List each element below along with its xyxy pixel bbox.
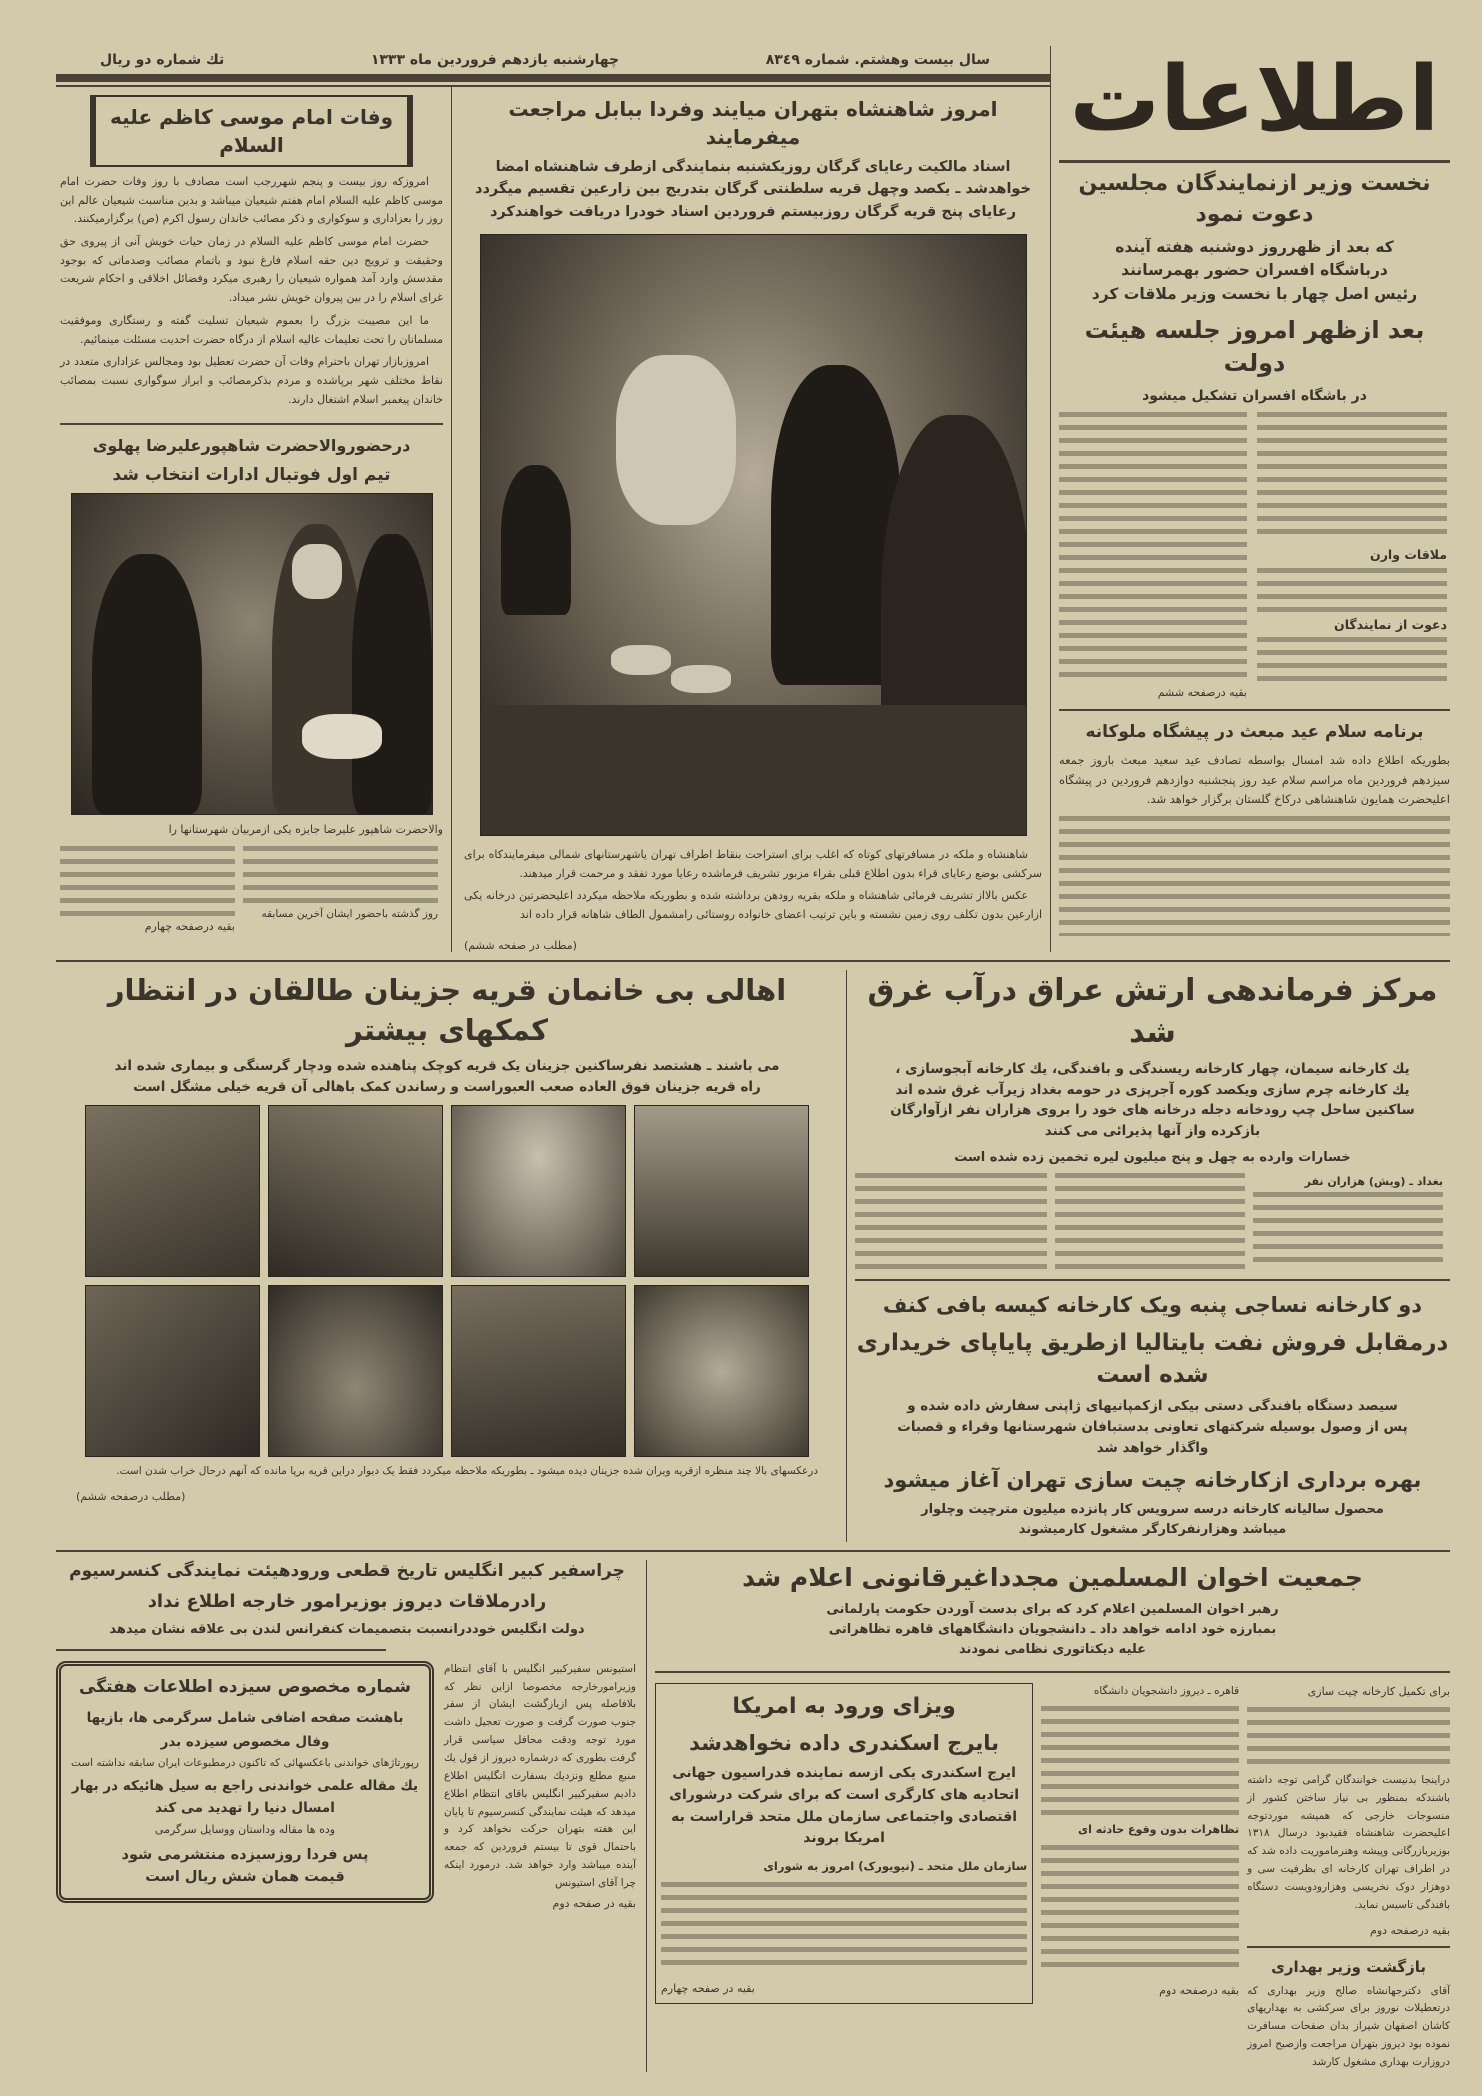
britain-column <box>56 1560 646 2072</box>
pm-continued: بقیه درصفحه ششم <box>1157 686 1247 700</box>
visa-subheads <box>661 1764 1027 1850</box>
pm-body-text <box>1257 637 1447 681</box>
pm-sub: که بعد از ظهرروز دوشنبه هفته آینده <box>1115 237 1394 256</box>
textile-sub: سیصد دستگاه بافندگی دستی بیکی ازکمپانیهای ژاپنی سفارش داده شده و <box>907 1398 1398 1415</box>
row-middle <box>56 960 1450 1542</box>
photo-shahpour-alireza <box>71 493 433 815</box>
right-column <box>1050 46 1450 952</box>
iraq-dateline: بغداد ـ (ویش) هزاران نفر <box>1304 1175 1443 1189</box>
taleghan-column <box>56 970 846 1542</box>
weekly-ad-line: پس فردا روزسیزده منتشرمی شود <box>121 1846 369 1863</box>
iraq-sub: بازكرده واز آنها پذیرائی می كنند <box>1044 1123 1261 1140</box>
football-col-text: روز گذشته باحضور ایشان آخرین مسابقه <box>261 908 438 921</box>
britain-sub: دولت انگلیس خوددرانسبت بتصمیمات کنفرانس لندن بی علاقه نشان میدهد <box>109 1621 585 1637</box>
left-column <box>56 87 451 952</box>
textile-headline: دو کارخانه نساجی پنبه ویک کارخانه کیسه بافی کنف <box>882 1293 1423 1318</box>
shah-subheads <box>464 157 1042 224</box>
taleghan-subheads <box>56 1057 838 1099</box>
issue-label: سال بيست وهشتم. شماره ٨٣٤٩ <box>765 52 990 68</box>
taleghan-sub: می باشند ـ هشتصد نفرساکنین جزینان یک قریه کوچک پناهنده شده ودچار گرسنگی و بیماری شده اند <box>114 1057 780 1074</box>
textile-sub: پس از وصول بوسیله شرکتهای تعاونی بدستبافان شهرستانها وقراء و قصبات <box>897 1419 1408 1436</box>
pm-col-right <box>1257 412 1447 699</box>
health-body: آقای دکترجهانشاه صالح وزیر بهداری که درتعطیلات نوروز برای سرکشی به بهداریهای کاشان اصفهان شیراز بدان صفحات مسافرت نموده بود دیروز بتهران مراجعت وازصبح امروز دروزارت بهداری مشغول کارشد <box>1247 1984 1451 2068</box>
chit-headline: بهره برداری ازکارخانه چیت سازی تهران آغاز میشود <box>883 1467 1422 1492</box>
taleghan-headline: اهالی بی خانمان قریه جزینان طالقان در انتظار کمکهای بیشتر <box>107 972 787 1048</box>
cairo-section: تظاهرات بدون وقوع حادثه ای <box>1078 1823 1240 1836</box>
left-middle-columns <box>56 87 1050 952</box>
price-label: تك شماره دو ريال <box>100 52 225 68</box>
football-body-text <box>243 846 438 906</box>
pm-body-columns <box>1059 412 1450 699</box>
weekly-ad-box <box>56 1661 434 1904</box>
football-body-text <box>60 846 235 916</box>
britain-headline: چراسفیر کبیر انگلیس تاریخ قطعی ورودهیئت نمایندگی کنسرسیوم <box>69 1560 625 1581</box>
salam-body-text <box>1059 816 1450 936</box>
pm-body-text <box>1257 568 1447 612</box>
shah-sub: خواهدشد ـ یکصد وچهل قریه سلطنتی گرگان بتدریج بین زارعین تقسیم میگردد <box>475 181 1031 198</box>
visa-body-text <box>661 1882 1027 1972</box>
chit-body: دراینجا بدنیست خوانندگان گرامی توجه داشته باشندکه بمنظور بی نیاز ساختن کشور از منسوجات خارجی که همیشه موردتوجه اعلیحضرت شاهنشاه فقیدبود درسال ١٣١٨ بوزیربازرگانی وپیشه وهنرماموریت داده شد که در اطراف تهران کارخانه ای بظرفیت سی و دوهزار دوک نخریسی وهزارودویست دستگاه بافندگی تاسیس نماید. <box>1247 1773 1451 1911</box>
shah-caption-para: شاهنشاه و ملکه در مسافرتهای کوتاه که اغلب برای استراحت بنقاط اطراف تهران یاشهرستانهای شمالی میفرمایندکاه برای سرکشی بوضع رعایای قراء بدون اطلاع قبلی بقراء مزبور تشریف فرماشده رعایا مورد تفقد و مرحمت قرار میدهند. <box>464 847 1042 880</box>
photo-ruined-house <box>85 1105 260 1277</box>
kazem-body <box>60 173 443 413</box>
pm-headline: نخست وزیر ازنمایندگان مجلسین دعوت نمود <box>1078 171 1431 227</box>
weekly-ad-lines <box>67 1708 423 1889</box>
taleghan-caption: درعکسهای بالا چند منظره ازقریه ویران شده جزینان دیده میشود ـ بطوریکه ملاحظه میکردد فقط یک دیوار دراین قریه برپا مانده که آنهم درحال خراب شدن است. <box>116 1464 818 1477</box>
pm-sub: رئیس اصل چهار با نخست وزیر ملاقات کرد <box>1091 284 1418 303</box>
textile-headline2: درمقابل فروش نفت بایتالیا ازطریق پایاپای خریداری شده است <box>856 1329 1449 1388</box>
iraq-body-text <box>1055 1173 1245 1269</box>
story-rule <box>1247 1946 1450 1948</box>
chit-body-text <box>1247 1707 1450 1767</box>
top-bar <box>56 46 1050 74</box>
chit-sub: محصول سالیانه کارخانه درسه سرویس کار پانزده میلیون مترچیت وچلوار <box>921 1502 1384 1518</box>
iraq-sub2: خسارات وارده به چهل و پنج میلیون لیره تخمین زده شده است <box>954 1150 1351 1166</box>
iraq-sub: یك كارخانه سیمان، چهار كارخانه ریسندگی و بافندگی، یك كارخانه آبجوسازی ، <box>895 1060 1410 1077</box>
masthead-logo: اطلاعات <box>1069 47 1440 152</box>
story-rule <box>56 1649 386 1651</box>
ikhwan-lower <box>655 1683 1450 2072</box>
taleghan-photo-grid <box>56 1105 838 1457</box>
visa-sub: اقتصادی واجتماعی سازمان ملل متحد قراراست به <box>671 1808 1018 1825</box>
salam-lead: بطوریکه اطلاع داده شد امسال بواسطه تصادف عید سعید مبعث باروز جمعه سیزدهم فروردین ماه مراسم سلام عید روز پنجشنبه دوازدهم فروردین در پیشگاه اعلیحضرت همایون شاهنشاهی درکاخ گلستان برگزار خواهد شد. <box>1059 753 1450 807</box>
taleghan-sub: راه قریه جزینان فوق العاده صعب العبوراست و رساندن کمک باهالی آن قریه خیلی مشگل است <box>133 1078 761 1095</box>
photo-relief-truck <box>634 1105 809 1277</box>
photo-rubble <box>85 1285 260 1457</box>
visa-dateline: سازمان ملل متحد ـ (نیویورک) امروز به شورای <box>763 1858 1028 1873</box>
row-bottom <box>56 1550 1450 2072</box>
kazem-paragraph: امروزکه روز بیست و پنجم شهررجب است مصادف با روز وفات حضرت امام موسی کاظم علیه السلام امام هفتم شیعیان میباشد و بدین مناسبت شیعیان عالم این روز را بعزاداری و سوکواری و ذکر مصائب خاندان رسول اکرم (ص) برگزارمیکنند. <box>60 175 443 226</box>
pm-subheads <box>1059 237 1450 308</box>
visa-headline: ویزای ورود به امریکا <box>732 1694 956 1720</box>
photo-shah-queen-village <box>480 234 1027 836</box>
middle-column <box>451 87 1050 952</box>
story-rule <box>60 423 443 425</box>
football-columns <box>60 846 443 933</box>
ikhwan-sub: رهبر اخوان المسلمین اعلام کرد که برای بدست آوردن حکومت پارلمانی <box>826 1601 1279 1617</box>
pm-body-text <box>1059 412 1247 682</box>
weekly-ad-line: رپورتاژهای خواندنی باعکسهائی که تاکنون درمطبوعات ایران سابقه نداشته است <box>71 1757 419 1770</box>
cairo-continued: بقیه درصفحه دوم <box>1159 1983 1240 1997</box>
iraq-body-text <box>1253 1192 1443 1268</box>
shah-headline: امروز شاهنشاه بتهران میایند وفردا ببابل مراجعت میفرمایند <box>508 97 998 149</box>
story-rule <box>1059 709 1450 711</box>
football-col-right <box>243 846 438 933</box>
ikhwan-sub: بمبارزه خود ادامه خواهد داد ـ دانشجویان دانشگاههای قاهره تظاهراتی <box>828 1621 1277 1637</box>
cairo-column <box>1041 1683 1239 1997</box>
visa-sub: ایرج اسکندری یکی ازسه نماینده فدراسیون جهانی <box>672 1765 1016 1782</box>
ikhwan-column <box>646 1560 1450 2072</box>
top-rule <box>56 74 1050 82</box>
football-sub: تیم اول فوتبال ادارات انتخاب شد <box>112 464 391 485</box>
iraq-column <box>846 970 1450 1542</box>
salam-headline: برنامه سلام عید مبعث در پیشگاه ملوکانه <box>1085 722 1424 743</box>
iraq-col-right <box>1253 1173 1443 1269</box>
pm-body-text <box>1257 412 1447 542</box>
britain-body: استیونس سفیرکبیر انگلیس با آقای انتظام وزیرامورخارجه مخصوصا ازاین نظر که بلافاصله پس ازبازگشت ایشان از سفر جنوب صورت گرفت و صورت تعجیل داشت مورد توجه ودقت محافل سیاسی قرار گرفت بطوری که درشماره دیروز از قول یك منبع مطلع ونزدیك بسفارت انگلیس اطلاع دادیم سفیرکبیر انگلیس باقای انتظام اطلاع میدهد که هیئت نمایندگی کنسرسیوم تا پایان این هفته بتهران حرکت نخواهد کرد و باحتمال قوی تا بیستم فروردین که جمعه آینده میباشد وارد خواهد شد. درمورد اینکه چرا آقای استیونس <box>444 1662 636 1889</box>
pm-section-title: دعوت از نمایندگان <box>1334 616 1447 632</box>
weekly-ad-title: شماره مخصوص سیزده اطلاعات هفتگی <box>79 1676 411 1697</box>
photo-aid-distribution <box>268 1285 443 1457</box>
story-rule <box>855 1279 1450 1281</box>
iraq-headline: مرکز فرماندهی ارتش عراق درآب غرق شد <box>867 972 1438 1050</box>
cairo-body-text <box>1041 1845 1239 1975</box>
chit-continued: بقیه درصفحه دوم <box>1370 1923 1451 1937</box>
shah-caption-para: عکس بالااز تشریف فرمائی شاهنشاه و ملکه بقریه رودهن برداشته شده و بطوریکه ملاحظه میکردد اعلیحضرتین درخانه یکی ازارعین بدون تکلف روی زمین نشسته و باین ترتیب اعضای خانواده روستائی رامشمول الطاف شاهانه قرار داده اند <box>464 889 1042 921</box>
weekly-ad-line: یك مقاله علمی خواندنی راجع به سیل هائیکه در بهار <box>71 1777 419 1794</box>
visa-sub: امریکا بروند <box>803 1830 885 1847</box>
textile-sub: واگذار خواهد شد <box>1096 1439 1209 1456</box>
cairo-body-text <box>1041 1706 1239 1816</box>
ikhwan-subheads <box>655 1601 1450 1662</box>
date-label: چهارشنبه يازدهم فروردين ماه ١٣٣٣ <box>370 52 620 68</box>
britain-body-column <box>444 1661 636 1910</box>
visa-sub: اتحادیه های کارگری است که برای شرکت درشورای <box>669 1786 1020 1803</box>
photo-collapsed-roof <box>268 1105 443 1277</box>
kazem-title-box <box>90 95 413 167</box>
ikhwan-sub: علیه دیکتاتوری نظامی نمودند <box>958 1641 1147 1657</box>
story-rule <box>655 1671 1450 1673</box>
weekly-ad-line: وفال مخصوص سیزده بدر <box>160 1733 330 1750</box>
visa-box <box>655 1683 1033 2004</box>
chit-lead: برای تکمیل کارخانه چیت سازی <box>1307 1685 1451 1699</box>
kazem-paragraph: امروزبازار تهران باحترام وفات آن حضرت تعطیل بود ومجالس عزاداری متعدد در نقاط مختلف شهر برپاشده و مردم بذکرمصائب و ابراز سوگواری نسبت بمصائب خاندان پیغمبر اسلام اشتغال دارند. <box>60 355 443 406</box>
masthead-rule <box>1059 160 1450 163</box>
visa-continued: بقیه در صفحه چهارم <box>661 1982 755 1996</box>
iraq-body-columns <box>855 1173 1450 1269</box>
shah-sub: رعایای پنج قریه گرگان روزبیستم فروردین اسناد خودرا دریافت خواهندکرد <box>489 203 1017 220</box>
shah-sub: اسناد مالکیت رعایای گرگان روزیکشنبه بنمایندگی ازطرف شاهنشاه امضا <box>495 159 1011 175</box>
pm-sub: درباشگاه افسران حضور بهمرسانند <box>1121 261 1388 280</box>
football-col-left <box>60 846 235 933</box>
photo-damaged-walls <box>451 1285 626 1457</box>
football-caption: والاحضرت شاهپور علیرضا جایزه یکی ازمربیان شهرستانها را <box>168 823 443 837</box>
photo-villagers <box>451 1105 626 1277</box>
britain-headline2: رادرملاقات دیروز بوزیرامور خارجه اطلاع نداد <box>147 1591 547 1613</box>
pm-section-title: ملاقات وارن <box>1370 547 1447 563</box>
cabinet-sub: در باشگاه افسران تشکیل میشود <box>1142 387 1367 404</box>
weekly-ad-line: وده ها مقاله وداستان ووسایل سرگرمی <box>154 1823 336 1837</box>
cabinet-headline: بعد ازظهر امروز جلسه هیئت دولت <box>1084 315 1425 378</box>
football-headline: درحضوروالاحضرت شاهپورعلیرضا پهلوی <box>92 436 411 456</box>
weekly-ad-line: امسال دنیا را تهدید می کند <box>155 1800 335 1817</box>
textile-subheads <box>855 1397 1450 1460</box>
football-continued: بقیه درصفحه چهارم <box>144 920 235 934</box>
iraq-sub: ساكنین ساحل چپ رودخانه دجله درخانه های خود را بروی هزاران نفر ازآوارگان <box>890 1102 1415 1119</box>
britain-continued: بقیه در صفحه دوم <box>552 1896 636 1910</box>
left-middle-area <box>56 46 1050 952</box>
iraq-subheads <box>855 1060 1450 1144</box>
kazem-paragraph: حضرت امام موسی کاظم علیه السلام در زمان حیات خویش آنی از پیروی حق وحقیقت و ترویج دین حقه اسلام فارغ نبود و باتمام مصائب وصدماتی که بوجود مقدسش وارد آمد همواره شیعیان را رهبری میکرد وفضائل اخلاقی و احکام شریعت غرای اسلام را در بین پیروان خویش نشر میداد. <box>60 235 443 305</box>
health-headline: بازگشت وزیر بهداری <box>1271 1957 1426 1976</box>
taleghan-continued: (مطلب درصفحه ششم) <box>76 1490 186 1504</box>
britain-lower <box>56 1661 638 1910</box>
chit-sub: میباشد وهزارنفرکارگر مشغول کارمیشوند <box>1018 1522 1287 1538</box>
photo-homeless-residents <box>634 1285 809 1457</box>
kazem-paragraph: ما این مصیبت بزرگ را بعموم شیعیان تسلیت گفته و رستگاری وموفقیت مسلمانان را تحت تعلیمات عالیه اسلام از درگاه حضرت احدیت مسئلت مینمائیم. <box>60 313 443 346</box>
visa-headline2: بایرج اسکندری داده نخواهدشد <box>689 1730 1000 1755</box>
iraq-sub: یك كارخانه چرم سازی ویكصد كوره آجرپزی در حومه بغداد زیرآب غرق شده اند <box>895 1081 1410 1098</box>
chit-health-column <box>1247 1683 1450 2072</box>
weekly-ad-line: قیمت همان شش ریال است <box>145 1868 345 1885</box>
chit-subheads <box>855 1501 1450 1541</box>
weekly-ad-line: باهشت صفحه اضافی شامل سرگرمی ها، بازیها <box>86 1709 404 1726</box>
row-top <box>56 46 1450 952</box>
cairo-lead: قاهره ـ دیروز دانشجویان دانشگاه <box>1093 1685 1240 1698</box>
shah-continued: (مطلب در صفحه ششم) <box>464 938 577 952</box>
iraq-body-text <box>855 1173 1047 1269</box>
pm-col-left <box>1059 412 1247 699</box>
kazem-title: وفات امام موسی کاظم علیه السلام <box>110 105 393 157</box>
shah-caption <box>464 846 1042 929</box>
ikhwan-headline: جمعیت اخوان المسلمین مجدداغیرقانونی اعلام شد <box>742 1562 1363 1592</box>
